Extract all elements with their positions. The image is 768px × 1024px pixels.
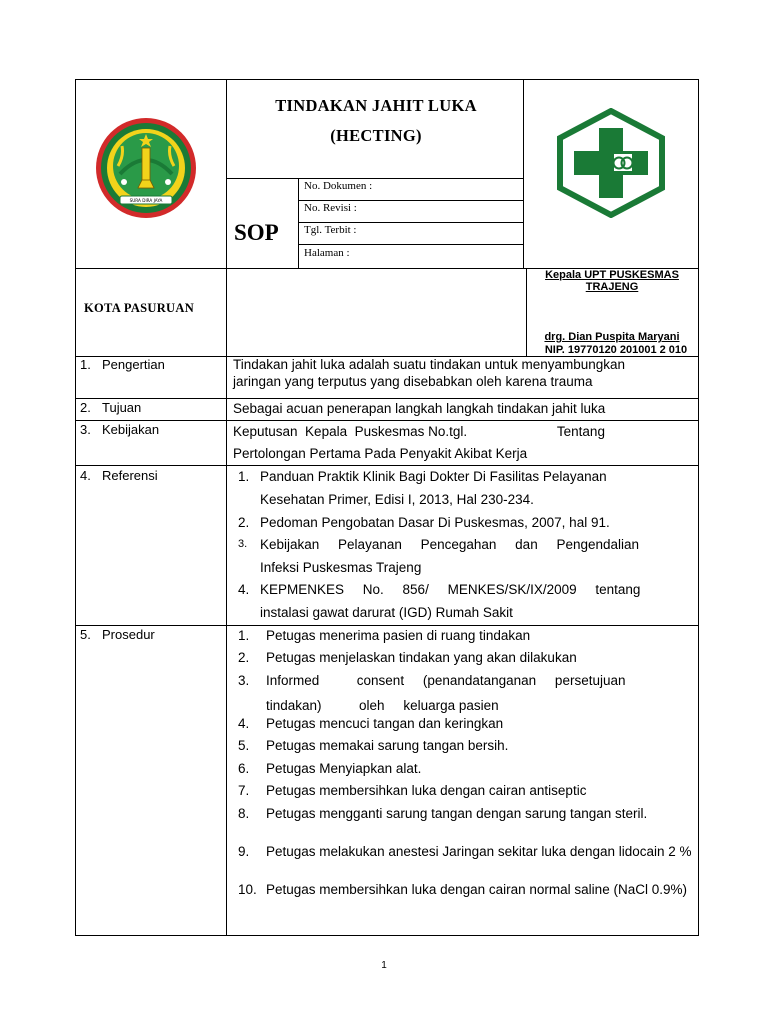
sign-column-divider bbox=[526, 268, 527, 356]
pengertian-label: 1. Pengertian bbox=[80, 357, 165, 372]
meta-line-3 bbox=[298, 244, 523, 245]
no-revisi-label: No. Revisi : bbox=[304, 202, 357, 214]
prosedur-step: 5. Petugas memakai sarung tangan bersih. bbox=[238, 738, 509, 753]
prosedur-step: 6. Petugas Menyiapkan alat. bbox=[238, 761, 422, 776]
kepala-title-line1: Kepala UPT PUSKESMAS bbox=[545, 269, 679, 281]
referensi-item: 3. Kebijakan Pelayanan Pencegahan dan Pengendalian Infeksi Puskesmas Trajeng bbox=[238, 537, 640, 575]
prosedur-step: 10. Petugas membersihkan luka dengan cairan normal saline (NaCl 0.9%) bbox=[238, 882, 687, 897]
referensi-item: 4. KEPMENKES No. 856/ MENKES/SK/IX/2009 tentang instalasi gawat darurat (IGD) Rumah Sakit bbox=[238, 582, 641, 620]
referensi-item: 1. Panduan Praktik Klinik Bagi Dokter Di Fasilitas Pelayanan Kesehatan Primer, Edisi I, 2013, Hal 230-234. bbox=[238, 469, 607, 507]
signatory-name: drg. Dian Puspita Maryani bbox=[544, 331, 680, 343]
tujuan-text: Sebagai acuan penerapan langkah langkah tindakan jahit luka bbox=[233, 401, 606, 416]
page-number: 1 bbox=[381, 960, 387, 971]
kota-pasuruan-emblem-icon bbox=[94, 116, 198, 220]
prosedur-label: 5. Prosedur bbox=[80, 627, 155, 642]
label-column-divider bbox=[226, 79, 227, 936]
sop-label: SOP bbox=[234, 220, 279, 245]
sop-meta-divider bbox=[298, 178, 299, 268]
tujuan-row-bottom-line bbox=[75, 420, 699, 421]
prosedur-step: 1. Petugas menerima pasien di ruang tindakan bbox=[238, 628, 531, 643]
title-bottom-line bbox=[226, 178, 523, 179]
prosedur-step: 8. Petugas mengganti sarung tangan dengan sarung tangan steril. bbox=[238, 806, 648, 821]
emblem-motto: SURA DIRA JAYA bbox=[129, 198, 163, 203]
kota-label: KOTA PASURUAN bbox=[84, 301, 195, 315]
prosedur-step-continuation: tindakan) oleh keluarga pasien bbox=[266, 698, 499, 713]
kebijakan-text-line2: Pertolongan Pertama Pada Penyakit Akibat Kerja bbox=[233, 446, 528, 461]
tujuan-label: 2. Tujuan bbox=[80, 400, 142, 415]
prosedur-step: 9. Petugas melakukan anestesi Jaringan sekitar luka dengan lidocain 2 % bbox=[238, 844, 692, 859]
halaman-label: Halaman : bbox=[304, 247, 350, 259]
document-title-line2: (HECTING) bbox=[330, 126, 422, 145]
pengertian-text-line1: Tindakan jahit luka adalah suatu tindakan untuk menyambungkan bbox=[233, 357, 626, 372]
prosedur-step: 4. Petugas mencuci tangan dan keringkan bbox=[238, 716, 504, 731]
prosedur-step: 2. Petugas menjelaskan tindakan yang akan dilakukan bbox=[238, 650, 577, 665]
pengertian-row-bottom-line bbox=[75, 398, 699, 399]
signatory-nip: NIP. 19770120 201001 2 010 bbox=[544, 344, 688, 356]
pengertian-text-line2: jaringan yang terputus yang disebabkan oleh karena trauma bbox=[233, 374, 593, 389]
kepala-title-line2: TRAJENG bbox=[585, 281, 639, 293]
document-title-line1: TINDAKAN JAHIT LUKA bbox=[275, 96, 477, 115]
kebijakan-label: 3. Kebijakan bbox=[80, 422, 160, 437]
referensi-item: 2. Pedoman Pengobatan Dasar Di Puskesmas, 2007, hal 91. bbox=[238, 515, 610, 530]
referensi-label: 4. Referensi bbox=[80, 468, 158, 483]
tgl-terbit-label: Tgl. Terbit : bbox=[304, 224, 357, 236]
kebijakan-row-bottom-line bbox=[75, 465, 699, 466]
prosedur-step: 3. Informed consent (penandatanganan persetujuan bbox=[238, 673, 626, 688]
puskesmas-logo-icon bbox=[555, 108, 667, 218]
meta-line-2 bbox=[298, 222, 523, 223]
meta-line-1 bbox=[298, 200, 523, 201]
referensi-row-bottom-line bbox=[75, 625, 699, 626]
no-dokumen-label: No. Dokumen : bbox=[304, 180, 373, 192]
kebijakan-text-line1: Keputusan Kepala Puskesmas No.tgl. Tentang bbox=[233, 424, 605, 439]
prosedur-step: 7. Petugas membersihkan luka dengan cairan antiseptic bbox=[238, 783, 587, 798]
